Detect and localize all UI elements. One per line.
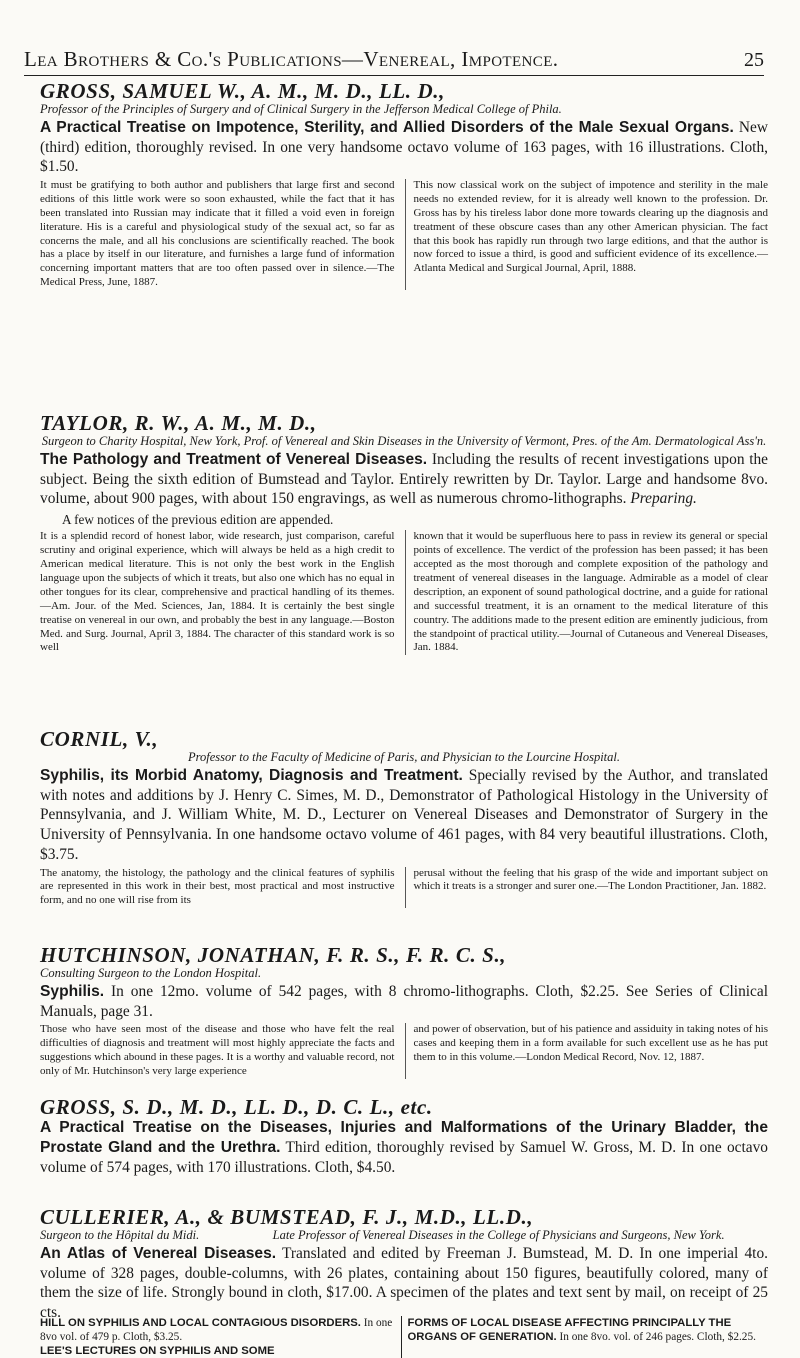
- book-title: A Practical Treatise on Impotence, Sterility, and Allied Disorders of the Male Sexual Organs.: [40, 118, 734, 136]
- notices-intro: A few notices of the previous edition are appended.: [62, 512, 334, 528]
- book-details: Specially revised by the Author, and translated with notes and additions by J. Henry C. Simes, M. D., Demonstrator of Pathological Histology in the University of Pennsylvania, and J. William White, M. D., Lecturer on Venereal Diseases and Demonstrator of Surgery in the University of Pennsylvania. In one handsome octavo volume of 461 pages, with 84 very beautiful illustrations. Cloth, $3.75.: [40, 766, 769, 863]
- book-status: Preparing.: [630, 490, 697, 508]
- review-columns: [40, 530, 768, 655]
- ad-lee-continued: [401, 1316, 769, 1358]
- review-columns: [40, 867, 768, 909]
- ad-lee-details: In one 8vo. vol. of 246 pages. Cloth, $2.25.: [556, 1331, 756, 1344]
- book-title: A Practical Treatise on the Diseases, Injuries and Malformations of the Urinary Bladder, the Prostate Gland and the Urethra.: [40, 1119, 768, 1156]
- review-columns: [40, 1023, 768, 1078]
- page-number: 25: [744, 49, 764, 71]
- book-title: Syphilis, its Morbid Anatomy, Diagnosis and Treatment.: [40, 766, 463, 784]
- bottom-ads: [40, 1316, 768, 1358]
- author-affiliation: Consulting Surgeon to the London Hospital.: [40, 966, 262, 981]
- review-columns: [40, 179, 768, 290]
- affiliation-bumstead: Late Professor of Venereal Diseases in the College of Physicians and Surgeons, New York.: [272, 1228, 725, 1243]
- ad-hill-details: In one 8vo vol. of 479 p. Cloth, $3.25.: [40, 1317, 393, 1344]
- review-left: It is a splendid record of honest labor, wide research, just comparison, careful scrutiny and original experience, which will always be held as a high credit to American medical literature. This is not only the best work in the English language upon the subjects of which it treats, but also one which has no equal in other tongues for its clear, comprehensive and practical handling of its themes.—Am. Jour. of the Med. Sciences, Jan, 1884. It is certainly the best single treatise on venereal in our own, and probably the best in any language.—Boston Med. and Surg. Journal, April 3, 1884. The character of this standard work is so well: [40, 530, 395, 654]
- book-title: Syphilis.: [40, 982, 105, 1000]
- review-right: and power of observation, but of his patience and assiduity in taking notes of his cases and keeping them in a form available for such excellent use as he has put them to in this volume.—London Medical Record, Nov. 12, 1887.: [405, 1023, 769, 1078]
- book-details: New (third) edition, thoroughly revised. In one very handsome octavo volume of 163 pages, with 16 illustrations. Cloth, $1.50.: [40, 118, 768, 176]
- book-description: [40, 118, 768, 177]
- book-details: In one 12mo. volume of 542 pages, with 8 chromo-lithographs. Cloth, $2.25. See Series of Clinical Manuals, page 31.: [40, 982, 768, 1020]
- book-title: An Atlas of Venereal Diseases.: [40, 1244, 277, 1262]
- author-heading: GROSS, SAMUEL W., A. M., M. D., LL. D.,: [40, 79, 445, 103]
- review-right: known that it would be superfluous here to pass in review its general or special points of excellence. The verdict of the profession has been passed; it has been accepted as the most thorough and complete exposition of the pathology and treatment of venereal diseases in the language. Admirable as a model of clear description, an exponent of sound pathological doctrine, and a guide for rational and successful treatment, it is an ornament to the medical literature of this country. The additions made to the present edition are eminently judicious, from the standpoint of practical utility.—Journal of Cutaneous and Venereal Diseases, Jan. 1884.: [405, 530, 769, 655]
- ad-lee-title-cont: FORMS OF LOCAL DISEASE AFFECTING PRINCIPALLY THE ORGANS OF GENERATION.: [407, 1317, 732, 1344]
- author-affiliation: Professor of the Principles of Surgery and of Clinical Surgery in the Jefferson Medical College of Phila.: [40, 102, 562, 117]
- review-left: Those who have seen most of the disease and those who have felt the real difficulties of diagnosis and treatment will most highly appreciate the facts and suggestions which abound in these pages. It is a worthy and valuable record, not only of Mr. Hutchinson's very large experience: [40, 1023, 395, 1077]
- ad-hill-lee: [40, 1316, 401, 1358]
- review-left: The anatomy, the histology, the pathology and the clinical features of syphilis are represented in this work in their best, most practical and most instructive form, and no one will rise from its: [40, 866, 395, 907]
- author-heading: HUTCHINSON, JONATHAN, F. R. S., F. R. C. S.,: [40, 943, 507, 967]
- book-description: [40, 1244, 768, 1323]
- book-description: [40, 766, 768, 865]
- author-affiliation: Professor to the Faculty of Medicine of Paris, and Physician to the Lourcine Hospital.: [187, 750, 620, 765]
- running-head: [24, 47, 764, 76]
- ad-lee-title: LEE'S LECTURES ON SYPHILIS AND SOME: [40, 1345, 275, 1358]
- entry-gross-sd: [40, 1096, 768, 1178]
- review-left: It must be gratifying to both author and publishers that large first and second editions of this little work were so soon exhausted, while the fact that it has been translated into Russian may indicate that it filled a void even in foreign literature. His is a careful and physiological study of the sexual act, so far as concerns the male, and all his conclusions are scientifically reached. The book has a place by itself in our literature, and furnishes a large fund of information concerning important matters that are too often passed over in silence.—The Medical Press, June, 1887.: [40, 179, 395, 289]
- book-description: [40, 982, 768, 1022]
- author-affiliations: [40, 1228, 768, 1244]
- book-description: [40, 1118, 768, 1178]
- book-description: [40, 450, 768, 509]
- review-right: perusal without the feeling that his grasp of the wide and important subject on which it treats is a stronger and surer one.—The London Practitioner, Jan. 1882.: [405, 867, 769, 909]
- author-affiliation: Surgeon to Charity Hospital, New York, Prof. of Venereal and Skin Diseases in the University of Vermont, Pres. of the Am. Dermatological Ass'n.: [41, 434, 767, 449]
- running-title: Lea Brothers & Co.'s Publications—Venereal, Impotence.: [24, 47, 559, 71]
- author-heading: GROSS, S. D., M. D., LL. D., D. C. L., etc.: [40, 1095, 433, 1119]
- book-details: Including the results of recent investigations upon the subject. Being the sixth edition of Bumstead and Taylor. Entirely rewritten by Dr. Taylor. Large and handsome 8vo. volume, about 900 pages, with about 150 engravings, as well as numerous chromo-lithographs.: [40, 450, 768, 508]
- author-heading: CULLERIER, A., & BUMSTEAD, F. J., M.D., LL.D.,: [40, 1205, 534, 1229]
- book-details: Third edition, thoroughly revised by Samuel W. Gross, M. D. In one octavo volume of 574 pages, with 170 illustrations. Cloth, $4.50.: [40, 1139, 768, 1176]
- author-heading: CORNIL, V.,: [40, 727, 159, 751]
- entry-taylor: [40, 412, 768, 655]
- ad-hill-title: HILL ON SYPHILIS AND LOCAL CONTAGIOUS DISORDERS.: [40, 1317, 361, 1329]
- affiliation-cullerier: Surgeon to the Hôpital du Midi.: [40, 1228, 200, 1243]
- book-title: The Pathology and Treatment of Venereal Diseases.: [40, 450, 428, 468]
- review-right: This now classical work on the subject of impotence and sterility in the male needs no extended review, for it is already well known to the profession. Dr. Gross has by his tireless labor done more towards clearing up the diagnosis and treatment of these obscure cases than any other American physician. The fact that this book has rapidly run through two large editions, and that the author is now forced to issue a third, is good and sufficient evidence of its excellence.—Atlanta Medical and Surgical Journal, April, 1888.: [405, 179, 769, 290]
- entry-cullerier-bumstead: [40, 1206, 768, 1323]
- entry-cornil: [40, 728, 768, 908]
- entry-hutchinson: [40, 944, 768, 1079]
- book-details: Translated and edited by Freeman J. Bumstead, M. D. In one imperial 4to. volume of 328 pages, double-columns, with 26 plates, containing about 150 figures, beautifully colored, many of them the size of life. Strongly bound in cloth, $17.00. A specimen of the plates and text sent by mail, on receipt of 25 cts.: [40, 1244, 768, 1322]
- author-heading: TAYLOR, R. W., A. M., M. D.,: [40, 411, 317, 435]
- entry-gross-samuel: [40, 80, 768, 290]
